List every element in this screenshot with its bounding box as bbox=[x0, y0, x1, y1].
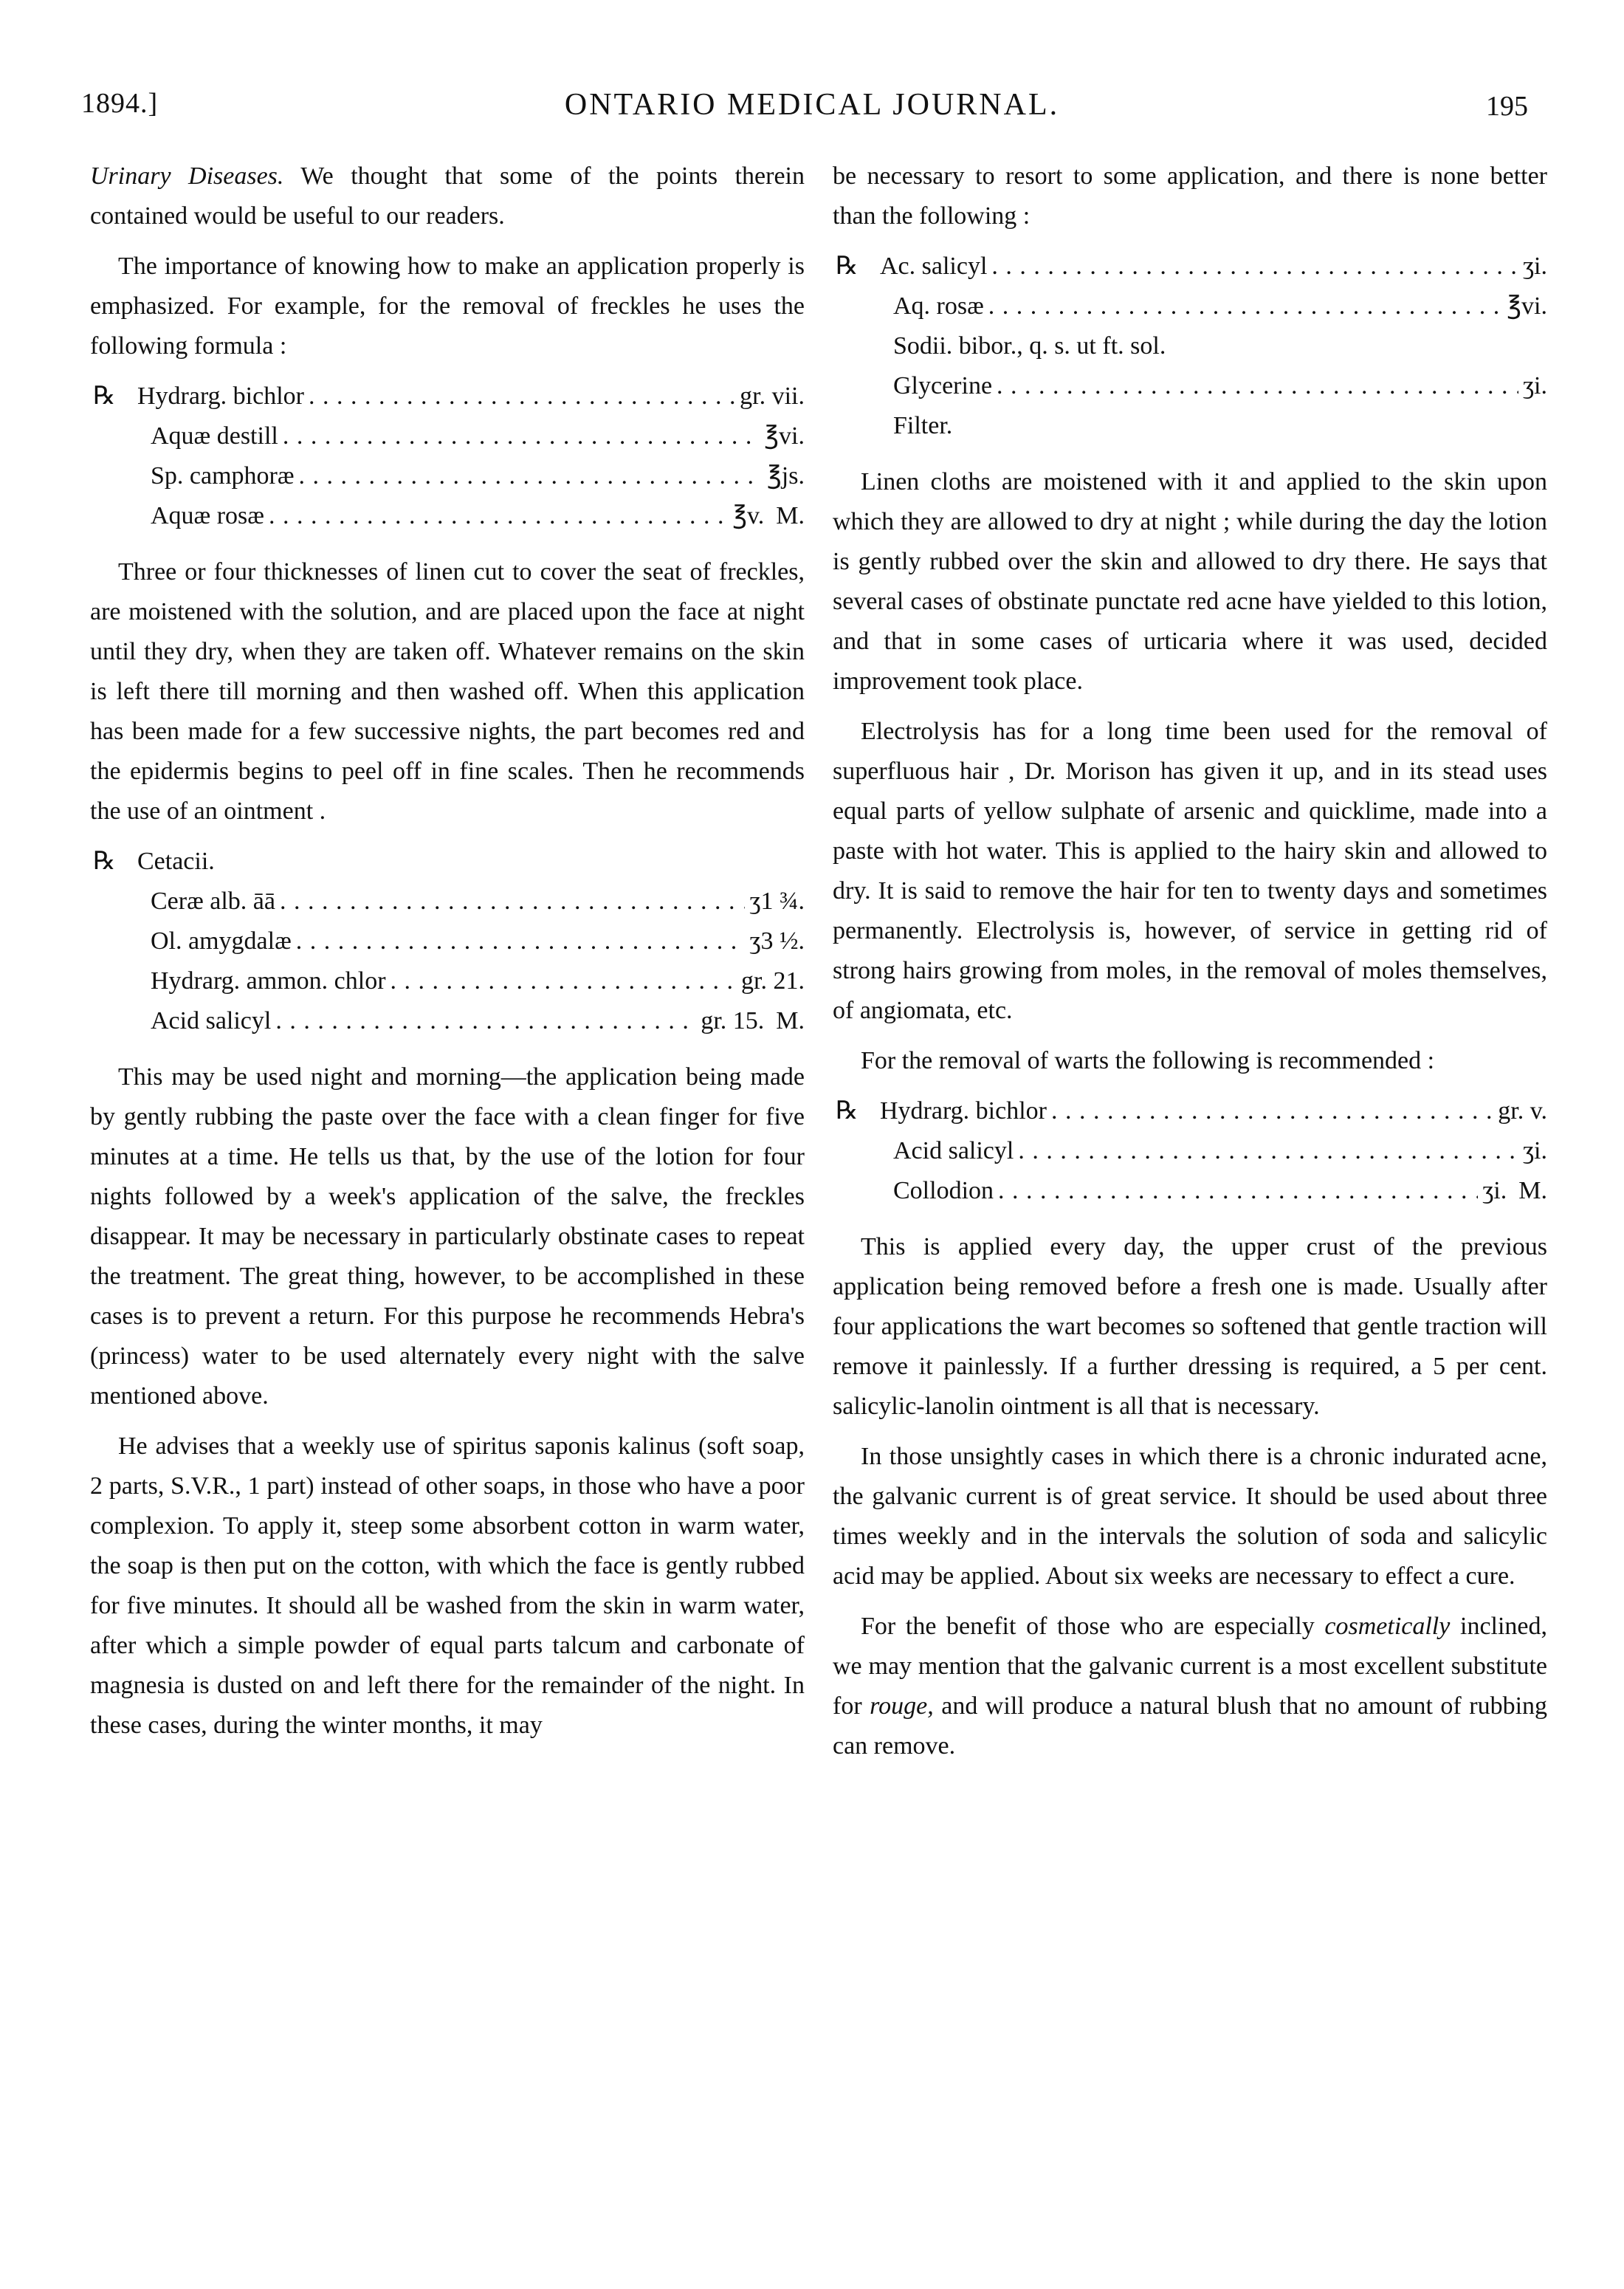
prescription-line: ℞ Hydrarg. bichlor . . . gr. vii. bbox=[90, 377, 805, 416]
paragraph: be necessary to resort to some application, and there is none better than the following : bbox=[833, 162, 1547, 230]
paragraph: Linen cloths are moistened with it and applied to the skin upon which they are allowed to dry at night ; while during the day the lotion is gently rubbed over the skin and allowed to dry there. He says that several cases of obstinate punctate red acne have yielded to this lotion, and that in some cases of urticaria where it was used, decided improvement took place. bbox=[833, 468, 1547, 695]
paragraph: This may be used night and morning—the application being made by gently rubbing the paste over the face with a clean finger for five minutes at a time. He tells us that, by the use of the lotion for four nights followed by a week's application of the salve, the freckles disappear. It may be necessary in particularly obstinate cases to repeat the treatment. The great thing, however, to be accomplished in these cases is to prevent a return. For this purpose he recommends Hebra's (princess) water to be used alternately every night with the salve mentioned above. bbox=[90, 1063, 805, 1410]
prescription-warts bbox=[833, 1091, 1547, 1211]
prescription-ointment bbox=[90, 842, 805, 1041]
prescription-line: Hydrarg. ammon. chlor . . . gr. 21. bbox=[90, 961, 805, 1001]
header-year: 1894.] bbox=[81, 88, 159, 119]
prescription-line: ℞ Cetacii. bbox=[90, 842, 805, 882]
paragraph: Three or four thicknesses of linen cut to cover the seat of freckles, are moistened with the solution, and are placed upon the face at night until they dry, when they are taken off. Whatever remains on the skin is left there till morning and then washed off. When this application has been made for a few successive nights, the part becomes red and the epidermis begins to peel off in fine scales. Then he recommends the use of an ointment . bbox=[90, 558, 805, 825]
misce-mark: M. bbox=[776, 1007, 805, 1034]
paragraph: Electrolysis has for a long time been used for the removal of superfluous hair , Dr. Morison has given it up, and in its stead uses equal parts of yellow sulphate of arsenic and quicklime, made into a paste with hot water. This is applied to the hairy skin and allowed to dry. It is said to remove the hair for ten to twenty days and sometimes permanently. Electrolysis is, however, of service in getting rid of strong hairs growing from moles, in the removal of moles themselves, of angiomata, etc. bbox=[833, 718, 1547, 1024]
paragraph: In those unsightly cases in which there is a chronic indurated acne, the galvanic current is of great service. It should be used about three times weekly and in the intervals the solution of soda and salicylic acid may be applied. About six weeks are necessary to effect a cure. bbox=[833, 1443, 1547, 1590]
paragraph: Urinary Diseases. We thought that some of the points therein contained would be useful to our readers. bbox=[90, 162, 805, 230]
prescription-lotion bbox=[833, 247, 1547, 446]
prescription-line: Ol. amygdalæ . . . ʒ3 ½. bbox=[90, 922, 805, 961]
prescription-line: Glycerine . . . ʒi. bbox=[833, 366, 1547, 406]
prescription-line: Acid salicyl . . . ʒi. bbox=[833, 1131, 1547, 1171]
prescription-line: ℞ Hydrarg. bichlor . . . gr. v. bbox=[833, 1091, 1547, 1131]
paragraph: The importance of knowing how to make an application properly is emphasized. For example, for the removal of freckles he uses the following formula : bbox=[90, 253, 805, 360]
paragraph: For the benefit of those who are especially cosmetically inclined, we may mention that the galvanic current is a most excellent substitute for rouge, and will produce a natural blush that no amount of rubbing can remove. bbox=[833, 1613, 1548, 1760]
recipe-symbol: ℞ bbox=[93, 382, 116, 410]
prescription-line: Acid salicyl . . . gr. 15. M. bbox=[90, 1001, 805, 1041]
prescription-line: Sp. camphoræ . . . ℥js. bbox=[90, 456, 805, 496]
prescription-line: ℞ Ac. salicyl . . . ʒi. bbox=[833, 247, 1547, 286]
paragraph: This is applied every day, the upper crust of the previous application being removed before a fresh one is made. Usually after four applications the wart becomes so softened that gentle traction will remove it painlessly. If a further dressing is required, a 5 per cent. salicylic-lanolin ointment is all that is necessary. bbox=[833, 1233, 1547, 1420]
emphasis: cosmetically bbox=[1324, 1613, 1451, 1640]
misce-mark: M. bbox=[1518, 1177, 1547, 1204]
recipe-symbol: ℞ bbox=[93, 848, 116, 875]
right-column bbox=[833, 157, 1547, 1777]
prescription-line: Aquæ destill . . . ℥vi. bbox=[90, 416, 805, 456]
journal-title: ONTARIO MEDICAL JOURNAL. bbox=[564, 88, 1060, 122]
paragraph: For the removal of warts the following is recommended : bbox=[861, 1047, 1435, 1074]
prescription-line: Aq. rosæ . . . ℥vi. bbox=[833, 286, 1547, 326]
prescription-line: Aquæ rosæ . . . ℥v. M. bbox=[90, 496, 805, 536]
page-number: 195 bbox=[1486, 91, 1528, 122]
prescription-line: Collodion . . . ʒi. M. bbox=[833, 1171, 1547, 1211]
paragraph: He advises that a weekly use of spiritus saponis kalinus (soft soap, 2 parts, S.V.R., 1 part) instead of other soaps, in those who have a poor complexion. To apply it, steep some absorbent cotton in warm water, the soap is then put on the cotton, with which the face is gently rubbed for five minutes. It should all be washed from the skin in warm water, after which a simple powder of equal parts talcum and carbonate of magnesia is dusted on and left there for the remainder of the night. In these cases, during the winter months, it may bbox=[90, 1432, 805, 1739]
recipe-symbol: ℞ bbox=[836, 1097, 859, 1125]
left-column bbox=[90, 157, 805, 1756]
prescription-line: Filter. bbox=[893, 412, 953, 439]
prescription-freckles bbox=[90, 377, 805, 536]
recipe-symbol: ℞ bbox=[836, 253, 859, 280]
running-header bbox=[81, 87, 1543, 131]
emphasis: rouge, bbox=[870, 1692, 934, 1720]
prescription-line: Ceræ alb. āā . . . ʒ1 ¾. bbox=[90, 882, 805, 922]
prescription-line: Sodii. bibor., q. s. ut ft. sol. bbox=[893, 332, 1166, 360]
section-title: Urinary Diseases. bbox=[90, 162, 284, 190]
misce-mark: M. bbox=[776, 502, 805, 529]
